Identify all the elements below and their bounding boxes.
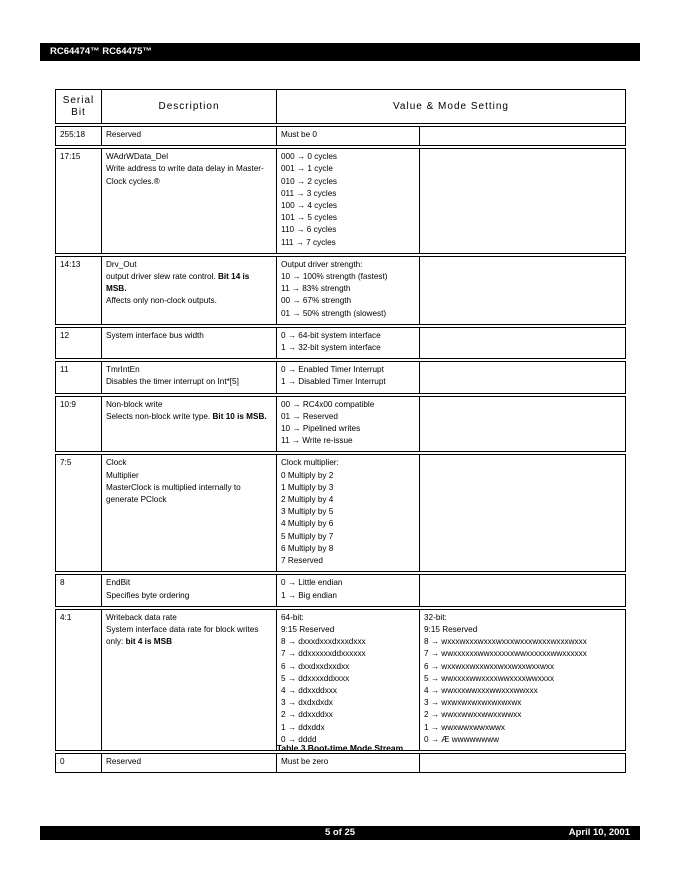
desc-text-extra: Affects only non-clock outputs. xyxy=(106,296,217,306)
value-line: 4 → wwxxxwwxxxwwxxxwwxxx xyxy=(424,685,538,695)
value-line: 0 → Enabled Timer Interrupt xyxy=(281,365,384,375)
desc-title: WAdrWData_Del xyxy=(106,152,169,162)
page-footer-bar xyxy=(40,826,640,840)
value-line: 01 → 50% strength (slowest) xyxy=(281,308,387,318)
cell-description xyxy=(102,454,277,572)
value-line: 001 → 1 cycle xyxy=(281,164,333,174)
value-line: 4 Multiply by 6 xyxy=(281,519,334,529)
document-title: RC64474™ RC64475™ xyxy=(50,46,152,57)
table-row xyxy=(55,126,626,146)
value-line: Must be zero xyxy=(281,756,329,766)
cell-bit: 12 xyxy=(55,327,102,359)
value-line: 7 → ddxxxxxxddxxxxxx xyxy=(281,649,366,659)
cell-bit: 0 xyxy=(55,753,102,773)
value-line: 64-bit: xyxy=(281,612,304,622)
value-line: 10 → 100% strength (fastest) xyxy=(281,272,388,282)
value-line: 7 Reserved xyxy=(281,556,323,566)
desc-title: EndBit xyxy=(106,578,131,588)
cell-bit: 8 xyxy=(55,574,102,606)
value-line: Output driver strength: xyxy=(281,259,363,269)
table-row xyxy=(55,256,626,325)
desc-title: Clock xyxy=(106,458,127,468)
header-value-mode: Value & Mode Setting xyxy=(277,89,626,124)
table-row xyxy=(55,753,626,773)
cell-bit: 10:9 xyxy=(55,396,102,453)
value-line: 5 → wwxxxxwwxxxxwwxxxxwwxxxx xyxy=(424,673,555,683)
cell-value-extra xyxy=(420,574,626,606)
cell-value-extra xyxy=(420,396,626,453)
value-line: 4 → ddxxddxxx xyxy=(281,685,337,695)
page-number: 5 of 25 xyxy=(324,827,356,838)
desc-text: System interface data rate for block writes only: xyxy=(106,624,259,647)
page-header-bar xyxy=(40,43,640,61)
value-line: Clock multiplier: xyxy=(281,458,339,468)
header-description: Description xyxy=(102,89,277,124)
value-line: 00 → 67% strength xyxy=(281,296,352,306)
boot-mode-table xyxy=(55,87,626,775)
value-line: 10 → Pipelined writes xyxy=(281,424,361,434)
value-line: 1 → Disabled Timer Interrupt xyxy=(281,377,386,387)
cell-value xyxy=(277,454,420,572)
table-caption: Table 3 Boot-time Mode Stream xyxy=(276,743,404,753)
value-line: 010 → 2 cycles xyxy=(281,176,337,186)
cell-value xyxy=(277,256,420,325)
cell-description xyxy=(102,126,277,146)
value-line: 2 Multiply by 4 xyxy=(281,495,334,505)
value-line: 00 → RC4x00 compatible xyxy=(281,399,375,409)
value-line: 8 → wxxxwxxxwxxxwxxxwxxxwxxxwxxxwxxx xyxy=(424,637,587,647)
value-line: 9:15 Reserved xyxy=(281,624,335,634)
cell-value xyxy=(277,609,420,751)
value-line: 32-bit: xyxy=(424,612,447,622)
desc-text: Write address to write data delay in Master-Clock cycles.® xyxy=(106,164,264,186)
desc-title: Writeback data rate xyxy=(106,612,177,622)
value-line: 0 Multiply by 2 xyxy=(281,470,334,480)
value-line: 2 → wwxxwwxxwwxxwwxx xyxy=(424,710,522,720)
value-line: 11 → 83% strength xyxy=(281,284,351,294)
cell-description xyxy=(102,574,277,606)
value-line: 1 Multiply by 3 xyxy=(281,482,334,492)
cell-bit: 11 xyxy=(55,361,102,393)
value-line: 111 → 7 cycles xyxy=(281,237,336,247)
value-line: 1 → ddxddx xyxy=(281,722,325,732)
table-row xyxy=(55,148,626,254)
cell-value xyxy=(277,574,420,606)
value-line: 8 → dxxxdxxxdxxxdxxx xyxy=(281,637,366,647)
cell-bit: 14:13 xyxy=(55,256,102,325)
cell-value xyxy=(277,148,420,254)
desc-text: Specifies byte ordering xyxy=(106,590,190,600)
value-line: 0 → Little endian xyxy=(281,578,343,588)
value-line: 6 → wxxwxxwxxwxxwxxwxxwxxwxx xyxy=(424,661,555,671)
table-row xyxy=(55,327,626,359)
desc-bold: Bit 14 is MSB. xyxy=(106,272,250,294)
value-line: 1 → 32-bit system interface xyxy=(281,343,381,353)
value-line: 0 → dddd xyxy=(281,734,317,744)
cell-bit: 7:5 xyxy=(55,454,102,572)
value-line: 01 → Reserved xyxy=(281,411,338,421)
value-line: 3 → dxdxdxdx xyxy=(281,698,333,708)
cell-value-extra xyxy=(420,454,626,572)
cell-description xyxy=(102,396,277,453)
cell-value xyxy=(277,753,420,773)
table-row xyxy=(55,454,626,572)
value-line: 3 → wxwxwxwxwxwxwxwx xyxy=(424,698,522,708)
desc-text: Disables the timer interrupt on Int*[5] xyxy=(106,377,239,387)
value-line: 7 → wwxxxxxxwwxxxxxxwwxxxxxxwwxxxxxx xyxy=(424,649,587,659)
value-line: 0 → Æ wwwwwwww xyxy=(424,734,500,744)
value-line: 0 → 64-bit system interface xyxy=(281,330,381,340)
header-serial-bit: Serial Bit xyxy=(55,89,102,124)
desc-title: Drv_Out xyxy=(106,259,137,269)
cell-description xyxy=(102,148,277,254)
cell-bit: 17:15 xyxy=(55,148,102,254)
desc-text: MasterClock is multiplied internally to generate PClock xyxy=(106,482,241,505)
value-line: 3 Multiply by 5 xyxy=(281,507,334,517)
value-line: 5 Multiply by 7 xyxy=(281,531,334,541)
value-line: 11 → Write re-issue xyxy=(281,436,353,446)
cell-value-32bit xyxy=(420,609,626,751)
table-header-row xyxy=(55,89,626,124)
desc-bold: Bit 10 is MSB. xyxy=(212,411,267,421)
desc-text: Selects non-block write type. xyxy=(106,411,213,421)
value-line: 2 → ddxxddxx xyxy=(281,710,333,720)
table-row xyxy=(55,361,626,393)
cell-description xyxy=(102,327,277,359)
cell-description xyxy=(102,753,277,773)
desc-title: Reserved xyxy=(106,130,142,139)
cell-description xyxy=(102,609,277,751)
value-line: 1 → Big endian xyxy=(281,590,337,600)
value-line: 011 → 3 cycles xyxy=(281,188,337,198)
table-row xyxy=(55,609,626,751)
cell-value-extra xyxy=(420,753,626,773)
value-line: 5 → ddxxxxddxxxx xyxy=(281,673,350,683)
cell-value xyxy=(277,361,420,393)
cell-bit: 255:18 xyxy=(55,126,102,146)
cell-value xyxy=(277,327,420,359)
table-row xyxy=(55,396,626,453)
publication-date: April 10, 2001 xyxy=(568,827,630,838)
value-line: 100 → 4 cycles xyxy=(281,201,337,211)
desc-title: Non-block write xyxy=(106,399,163,409)
desc-subtitle: Multiplier xyxy=(106,470,139,480)
cell-value-extra xyxy=(420,126,626,146)
cell-value-extra xyxy=(420,327,626,359)
cell-value xyxy=(277,126,420,146)
value-line: 110 → 6 cycles xyxy=(281,225,337,235)
desc-title: System interface bus width xyxy=(106,330,204,340)
value-line: 6 → dxxdxxdxxdxx xyxy=(281,661,350,671)
desc-text: output driver slew rate control. xyxy=(106,272,218,282)
table-row xyxy=(55,574,626,606)
cell-value xyxy=(277,396,420,453)
cell-value-extra xyxy=(420,256,626,325)
cell-description xyxy=(102,256,277,325)
value-line: 1 → wwxwwxwwxwwx xyxy=(424,722,505,732)
value-line: 000 → 0 cycles xyxy=(281,152,337,162)
value-line: 101 → 5 cycles xyxy=(281,213,337,223)
value-line: Must be 0 xyxy=(281,130,317,139)
cell-bit: 4:1 xyxy=(55,609,102,751)
value-line: 9:15 Reserved xyxy=(424,624,478,634)
desc-title: TmrIntEn xyxy=(106,365,140,375)
cell-value-extra xyxy=(420,148,626,254)
cell-value-extra xyxy=(420,361,626,393)
desc-bold: bit 4 is MSB xyxy=(125,637,172,647)
value-line: 6 Multiply by 8 xyxy=(281,543,334,553)
cell-description xyxy=(102,361,277,393)
desc-title: Reserved xyxy=(106,756,142,766)
